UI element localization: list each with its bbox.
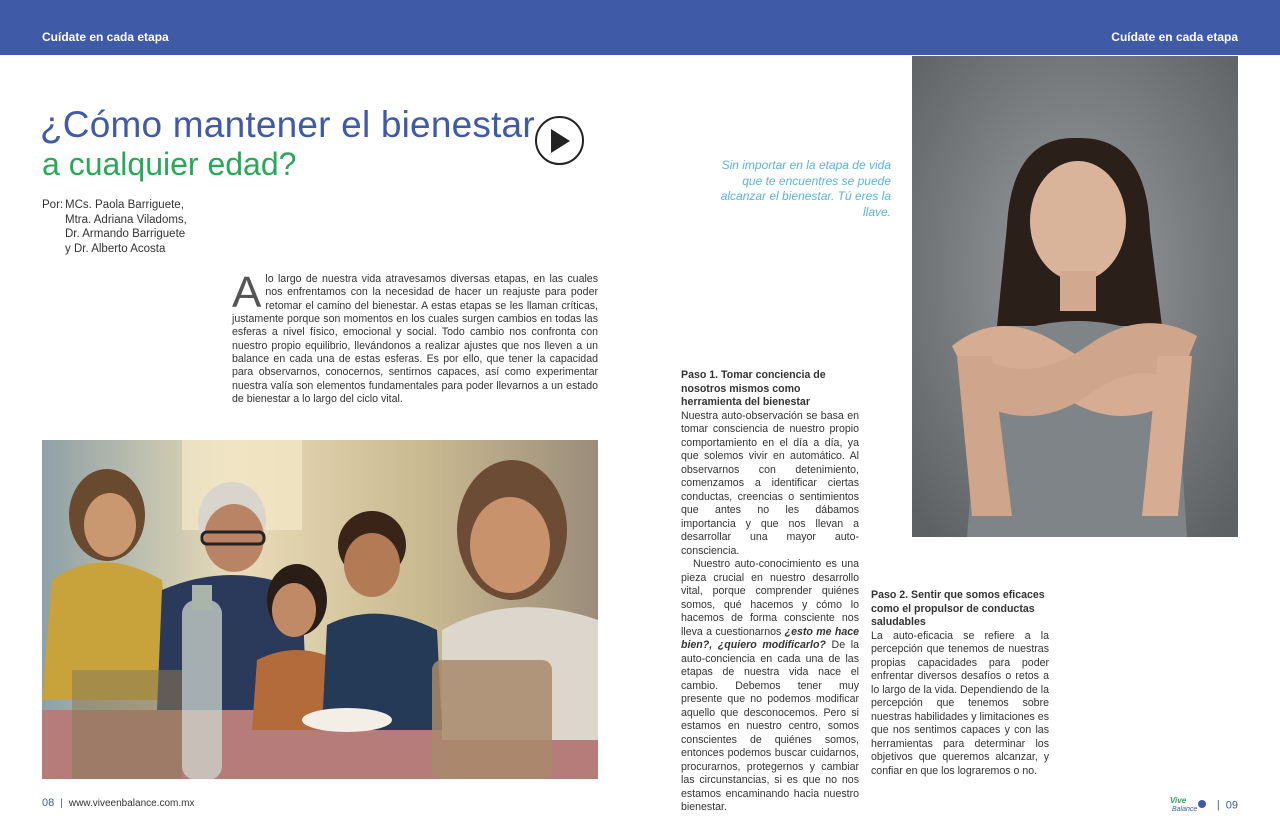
drop-cap: A (232, 268, 262, 317)
footer-separator: | (60, 798, 63, 809)
step2-heading: Paso 2. Sentir que somos eficaces como el propulsor de conductas saludables (871, 589, 1045, 628)
emphasized-question: ¿esto me hace bien?, ¿quiero modificarlo? (681, 625, 859, 651)
paragraph-text: Nuestro auto-conocimiento es una pieza crucial en nuestro desarrollo vital, porque comprender quiénes somos, qué hacemos y cómo lo hacemos de forma consciente nos lleva a cuestionarnos (681, 558, 859, 638)
page-number-left: 08 (42, 797, 55, 809)
woman-self-hug-photo (912, 56, 1238, 537)
footer-separator: | (1216, 799, 1220, 812)
logo-mark (1169, 795, 1207, 813)
footer-left (42, 797, 194, 809)
section-title-right: Cuídate en cada etapa (1111, 30, 1238, 44)
family-photo-illustration (42, 440, 598, 779)
step1-column (681, 369, 859, 815)
step1-paragraph: Nuestra auto-observación se basa en tomar consciencia de nuestro propio comportamiento en el día a día, ya que solemos vivir en automático. Al observarnos con detenimiento, comenzamos a identificar ciertas conductas, creencias o sentimientos que antes no les dábamos importancia y que nos llevan a desarrollar una mayor auto-consciencia. (681, 409, 859, 557)
pull-quote: Sin importar en la etapa de vida que te encuentres se puede alcanzar el bienestar. Tú eres la llave. (720, 158, 891, 219)
website-link[interactable]: www.viveenbalance.com.mx (68, 798, 195, 809)
paragraph-text: De la auto-conciencia en cada una de las etapas de nuestra vida nace el cambio. Debemos tener muy presente que no podemos modificar aquello que desconocemos. Pero si estamos en nuestro centro, somos conscientes de quiénes somos, entonces podemos buscar cuidarnos, procurarnos, protegernos y cambiar las circunstancias, si es que no nos estamos encaminando hacia nuestro bienestar. (681, 639, 859, 813)
header-bar (0, 0, 1280, 55)
play-video-button[interactable] (535, 116, 584, 165)
footer-right (1169, 795, 1238, 816)
section-title-left: Cuídate en cada etapa (42, 30, 169, 44)
author-name: y Dr. Alberto Acosta (65, 242, 166, 255)
page-number-right: 09 (1225, 799, 1238, 812)
step2-column (871, 589, 1049, 778)
byline-prefix: Por: (42, 199, 64, 211)
woman-photo-illustration (912, 56, 1238, 537)
article-title-line2: a cualquier edad? (42, 146, 297, 182)
author-list (65, 198, 187, 256)
vive-en-balance-logo (1169, 795, 1207, 816)
svg-text:Vive: Vive (1169, 796, 1187, 805)
svg-text:Balance: Balance (1171, 806, 1198, 813)
author-name: Dr. Armando Barriguete (65, 228, 186, 240)
author-name: MCs. Paola Barriguete, (65, 199, 184, 211)
play-icon (549, 128, 571, 154)
article-title-line1: ¿Cómo mantener el bienestar (40, 104, 535, 145)
family-dinner-photo (42, 440, 598, 779)
author-name: Mtra. Adriana Viladoms, (65, 213, 187, 226)
step1-paragraph (681, 558, 859, 815)
step1-heading: Paso 1. Tomar conciencia de nosotros mismos como herramienta del bienestar (681, 369, 826, 408)
intro-paragraph (232, 268, 598, 406)
step2-paragraph: La auto-eficacia se refiere a la percepción que tenemos de nuestras propias capacidades para poder enfrentar diversos desafíos o retos a lo largo de la vida. Dependiendo de la percepción que tenemos sobre nuestras habilidades y limitaciones es que nos sentimos capaces y con las herramientas para determinar los objetivos que queremos alcanzar, y confiar en que los lograremos o no. (871, 629, 1049, 777)
intro-text: lo largo de nuestra vida atravesamos diversas etapas, en las cuales nos enfrentamos con la necesidad de hacer un reajuste para poder retomar el camino del bienestar. A estas etapas se les llaman críticas, justamente porque son momentos en los cuales surgen cambios en todas las esferas a nivel físico, emocional y social. Todo cambio nos confronta con nuestro propio equilibrio, llevándonos a realizar ajustes que nos lleven a un balance en cada una de estas esferas. Es por ello, que tener la capacidad para observarnos, conocernos, sentirnos capaces, así como experimentar nuestra valía son elementos fundamentales para poder llevarnos a un estado de bienestar a lo largo del ciclo vital. (232, 273, 598, 406)
